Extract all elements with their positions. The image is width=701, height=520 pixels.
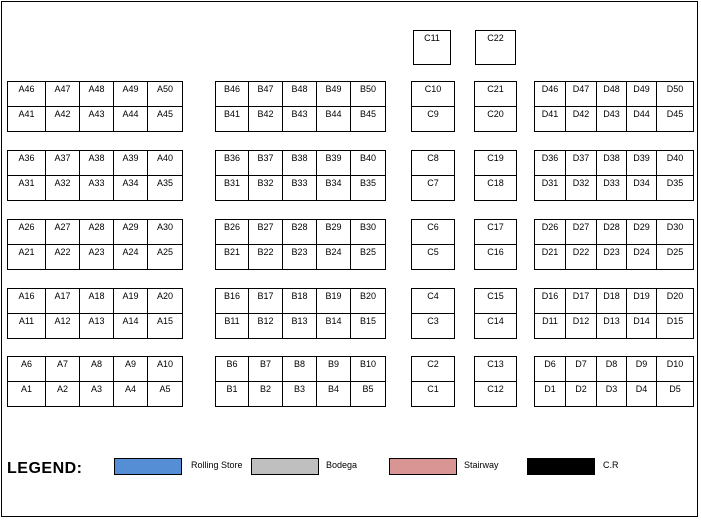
stall-b21[interactable]: B21 [216,245,249,270]
stall-d40[interactable]: D40 [657,151,694,176]
stall-b39[interactable]: B39 [317,151,351,176]
stall-c14[interactable]: C14 [475,314,517,339]
stall-d46[interactable]: D46 [535,82,566,107]
stall-a16[interactable]: A16 [8,289,46,314]
stall-b3[interactable]: B3 [283,382,317,407]
stall-b4[interactable]: B4 [317,382,351,407]
stall-d11[interactable]: D11 [535,314,566,339]
stall-b46[interactable]: B46 [216,82,249,107]
stall-b38[interactable]: B38 [283,151,317,176]
stall-d23[interactable]: D23 [597,245,627,270]
stall-d34[interactable]: D34 [627,176,657,201]
stall-a5[interactable]: A5 [148,382,183,407]
stall-c12[interactable]: C12 [475,382,517,407]
stall-a28[interactable]: A28 [80,220,114,245]
stall-a46[interactable]: A46 [8,82,46,107]
stall-d41[interactable]: D41 [535,107,566,132]
stall-b29[interactable]: B29 [317,220,351,245]
stall-d24[interactable]: D24 [627,245,657,270]
stall-b23[interactable]: B23 [283,245,317,270]
stall-d31[interactable]: D31 [535,176,566,201]
stall-b44[interactable]: B44 [317,107,351,132]
stall-b9[interactable]: B9 [317,357,351,382]
stall-block-b-3 [215,219,386,270]
stall-d2[interactable]: D2 [566,382,597,407]
stall-d14[interactable]: D14 [627,314,657,339]
stall-d39[interactable]: D39 [627,151,657,176]
stall-a34[interactable]: A34 [114,176,148,201]
stall-a27[interactable]: A27 [46,220,80,245]
stall-a3[interactable]: A3 [80,382,114,407]
stall-a8[interactable]: A8 [80,357,114,382]
stall-a36[interactable]: A36 [8,151,46,176]
stall-a25[interactable]: A25 [148,245,183,270]
stall-block-c-2a [411,150,455,201]
legend-swatch-bodega [251,458,319,475]
stall-b35[interactable]: B35 [351,176,386,201]
stall-block-c-top2 [475,30,516,65]
stall-b15[interactable]: B15 [351,314,386,339]
stall-c7[interactable]: C7 [412,176,455,201]
stall-d8[interactable]: D8 [597,357,627,382]
stall-d4[interactable]: D4 [627,382,657,407]
stall-d15[interactable]: D15 [657,314,694,339]
stall-b6[interactable]: B6 [216,357,249,382]
stall-b5[interactable]: B5 [351,382,386,407]
stall-d48[interactable]: D48 [597,82,627,107]
stall-a41[interactable]: A41 [8,107,46,132]
stall-d45[interactable]: D45 [657,107,694,132]
stall-block-d-5 [534,356,694,407]
stall-d35[interactable]: D35 [657,176,694,201]
stall-a30[interactable]: A30 [148,220,183,245]
stall-c9[interactable]: C9 [412,107,455,132]
stall-b12[interactable]: B12 [249,314,283,339]
stall-a9[interactable]: A9 [114,357,148,382]
stall-b50[interactable]: B50 [351,82,386,107]
stall-b20[interactable]: B20 [351,289,386,314]
stall-block-b-1 [215,81,386,132]
stall-d21[interactable]: D21 [535,245,566,270]
stall-b28[interactable]: B28 [283,220,317,245]
stall-b14[interactable]: B14 [317,314,351,339]
stall-a42[interactable]: A42 [46,107,80,132]
stall-a50[interactable]: A50 [148,82,183,107]
stall-b27[interactable]: B27 [249,220,283,245]
stall-d18[interactable]: D18 [597,289,627,314]
stall-d42[interactable]: D42 [566,107,597,132]
stall-d28[interactable]: D28 [597,220,627,245]
stall-block-c-3a [411,219,455,270]
stall-a1[interactable]: A1 [8,382,46,407]
stall-b49[interactable]: B49 [317,82,351,107]
stall-d37[interactable]: D37 [566,151,597,176]
stall-c20[interactable]: C20 [475,107,517,132]
stall-a19[interactable]: A19 [114,289,148,314]
stall-d38[interactable]: D38 [597,151,627,176]
stall-c10[interactable]: C10 [412,82,455,107]
stall-block-c-3b [474,219,517,270]
stall-d6[interactable]: D6 [535,357,566,382]
stall-b22[interactable]: B22 [249,245,283,270]
stall-b34[interactable]: B34 [317,176,351,201]
legend-swatch-cr [527,458,595,475]
stall-b41[interactable]: B41 [216,107,249,132]
stall-d12[interactable]: D12 [566,314,597,339]
stall-b1[interactable]: B1 [216,382,249,407]
stall-b48[interactable]: B48 [283,82,317,107]
stall-b7[interactable]: B7 [249,357,283,382]
stall-c18[interactable]: C18 [475,176,517,201]
stall-b16[interactable]: B16 [216,289,249,314]
stall-b24[interactable]: B24 [317,245,351,270]
stall-a22[interactable]: A22 [46,245,80,270]
stall-a18[interactable]: A18 [80,289,114,314]
stall-b25[interactable]: B25 [351,245,386,270]
stall-block-c-4b [474,288,517,339]
stall-a48[interactable]: A48 [80,82,114,107]
stall-b33[interactable]: B33 [283,176,317,201]
stall-block-d-4 [534,288,694,339]
stall-c1[interactable]: C1 [412,382,455,407]
stall-c11[interactable]: C11 [414,31,451,65]
legend-swatch-stairway [389,458,457,475]
stall-block-a-4 [7,288,183,339]
stall-a40[interactable]: A40 [148,151,183,176]
stall-a2[interactable]: A2 [46,382,80,407]
stall-block-c-5a [411,356,455,407]
legend-title: LEGEND: [7,460,83,477]
stall-a11[interactable]: A11 [8,314,46,339]
stall-d20[interactable]: D20 [657,289,694,314]
stall-a26[interactable]: A26 [8,220,46,245]
stall-b37[interactable]: B37 [249,151,283,176]
stall-b2[interactable]: B2 [249,382,283,407]
legend-label-rolling-store: Rolling Store [191,460,243,470]
stall-d22[interactable]: D22 [566,245,597,270]
stall-d44[interactable]: D44 [627,107,657,132]
stall-d9[interactable]: D9 [627,357,657,382]
stall-b19[interactable]: B19 [317,289,351,314]
stall-c13[interactable]: C13 [475,357,517,382]
stall-block-d-1 [534,81,694,132]
stall-a10[interactable]: A10 [148,357,183,382]
stall-b26[interactable]: B26 [216,220,249,245]
stall-d49[interactable]: D49 [627,82,657,107]
stall-a20[interactable]: A20 [148,289,183,314]
stall-a15[interactable]: A15 [148,314,183,339]
stall-d5[interactable]: D5 [657,382,694,407]
stall-c22[interactable]: C22 [476,31,516,65]
stall-block-b-5 [215,356,386,407]
stall-d47[interactable]: D47 [566,82,597,107]
stall-d50[interactable]: D50 [657,82,694,107]
stall-c15[interactable]: C15 [475,289,517,314]
stall-block-d-2 [534,150,694,201]
stall-d27[interactable]: D27 [566,220,597,245]
stall-block-b-4 [215,288,386,339]
stall-a38[interactable]: A38 [80,151,114,176]
stall-b32[interactable]: B32 [249,176,283,201]
stall-block-a-1 [7,81,183,132]
stall-c2[interactable]: C2 [412,357,455,382]
stall-d7[interactable]: D7 [566,357,597,382]
stall-a31[interactable]: A31 [8,176,46,201]
stall-block-a-5 [7,356,183,407]
stall-a17[interactable]: A17 [46,289,80,314]
stall-d29[interactable]: D29 [627,220,657,245]
stall-d10[interactable]: D10 [657,357,694,382]
stall-a29[interactable]: A29 [114,220,148,245]
stall-a6[interactable]: A6 [8,357,46,382]
stall-c21[interactable]: C21 [475,82,517,107]
stall-a4[interactable]: A4 [114,382,148,407]
legend-swatch-rolling-store [114,458,182,475]
stall-a32[interactable]: A32 [46,176,80,201]
stall-a45[interactable]: A45 [148,107,183,132]
legend-label-cr: C.R [603,460,619,470]
stall-b17[interactable]: B17 [249,289,283,314]
stall-a7[interactable]: A7 [46,357,80,382]
stall-a14[interactable]: A14 [114,314,148,339]
stall-block-b-2 [215,150,386,201]
stall-b11[interactable]: B11 [216,314,249,339]
stall-c8[interactable]: C8 [412,151,455,176]
stall-a44[interactable]: A44 [114,107,148,132]
stall-block-c-1b [474,81,517,132]
stall-b36[interactable]: B36 [216,151,249,176]
stall-block-d-3 [534,219,694,270]
legend-label-bodega: Bodega [326,460,358,470]
stall-b13[interactable]: B13 [283,314,317,339]
stall-d13[interactable]: D13 [597,314,627,339]
stall-b31[interactable]: B31 [216,176,249,201]
stall-a43[interactable]: A43 [80,107,114,132]
stall-c4[interactable]: C4 [412,289,455,314]
legend-label-stairway: Stairway [464,460,499,470]
stall-b8[interactable]: B8 [283,357,317,382]
stall-d19[interactable]: D19 [627,289,657,314]
stall-c17[interactable]: C17 [475,220,517,245]
stall-d33[interactable]: D33 [597,176,627,201]
stall-a37[interactable]: A37 [46,151,80,176]
stall-b42[interactable]: B42 [249,107,283,132]
stall-b43[interactable]: B43 [283,107,317,132]
stall-block-a-2 [7,150,183,201]
stall-b40[interactable]: B40 [351,151,386,176]
stall-a23[interactable]: A23 [80,245,114,270]
stall-d36[interactable]: D36 [535,151,566,176]
stall-c16[interactable]: C16 [475,245,517,270]
stall-d43[interactable]: D43 [597,107,627,132]
stall-a39[interactable]: A39 [114,151,148,176]
stall-c6[interactable]: C6 [412,220,455,245]
stall-block-c-4a [411,288,455,339]
stall-d1[interactable]: D1 [535,382,566,407]
stall-d16[interactable]: D16 [535,289,566,314]
stall-a21[interactable]: A21 [8,245,46,270]
stall-c19[interactable]: C19 [475,151,517,176]
stall-d26[interactable]: D26 [535,220,566,245]
stall-a12[interactable]: A12 [46,314,80,339]
stall-b47[interactable]: B47 [249,82,283,107]
stall-b10[interactable]: B10 [351,357,386,382]
stall-d3[interactable]: D3 [597,382,627,407]
stall-d25[interactable]: D25 [657,245,694,270]
stall-d30[interactable]: D30 [657,220,694,245]
stall-block-c-top1 [413,30,451,65]
stall-a33[interactable]: A33 [80,176,114,201]
stall-b18[interactable]: B18 [283,289,317,314]
stall-c5[interactable]: C5 [412,245,455,270]
stall-a13[interactable]: A13 [80,314,114,339]
stall-c3[interactable]: C3 [412,314,455,339]
stall-block-a-3 [7,219,183,270]
stall-a47[interactable]: A47 [46,82,80,107]
stall-b30[interactable]: B30 [351,220,386,245]
stall-d17[interactable]: D17 [566,289,597,314]
stall-a24[interactable]: A24 [114,245,148,270]
stall-a35[interactable]: A35 [148,176,183,201]
stall-a49[interactable]: A49 [114,82,148,107]
stall-block-c-2b [474,150,517,201]
stall-d32[interactable]: D32 [566,176,597,201]
stall-block-c-1a [411,81,455,132]
stall-b45[interactable]: B45 [351,107,386,132]
stall-block-c-5b [474,356,517,407]
